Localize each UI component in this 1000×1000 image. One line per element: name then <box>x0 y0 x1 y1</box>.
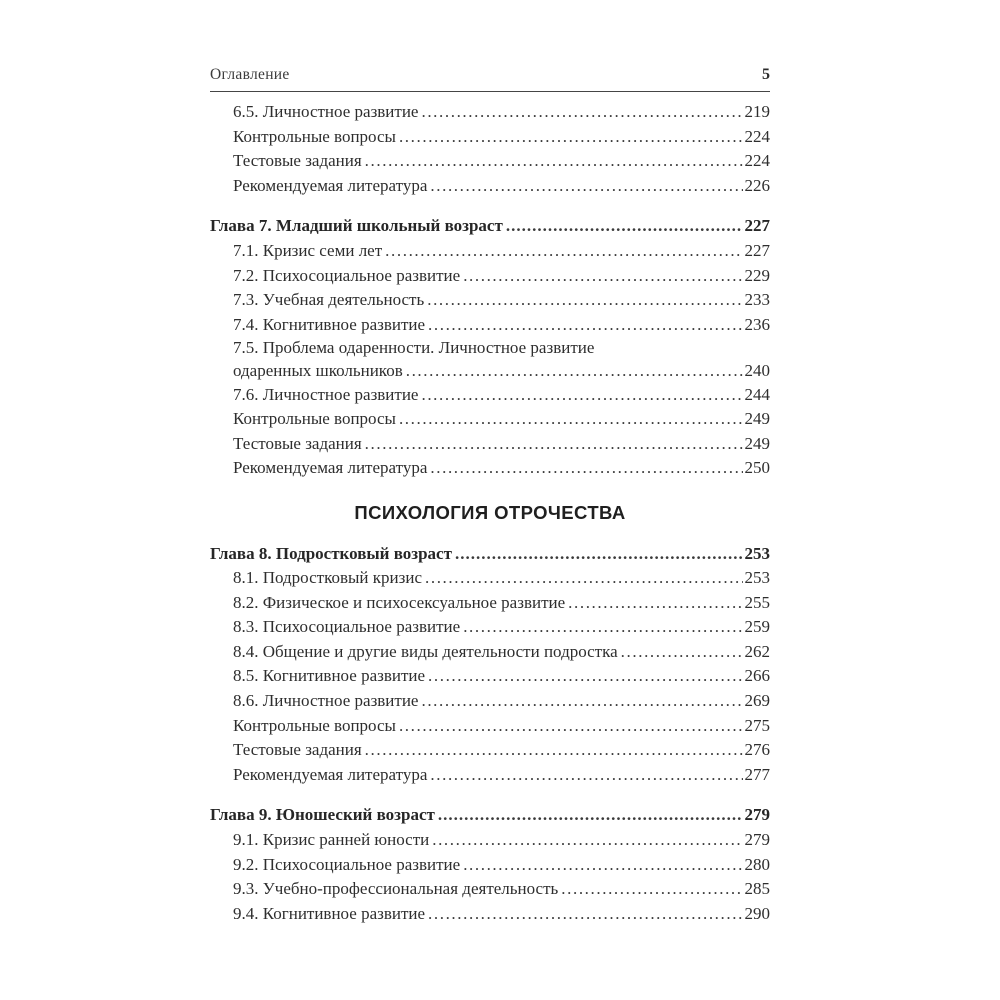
dot-leader <box>399 714 743 739</box>
toc-entry-title: Контрольные вопросы <box>233 409 396 429</box>
dot-leader <box>428 664 742 689</box>
dot-leader <box>421 100 742 125</box>
dot-leader <box>421 383 742 408</box>
toc-entry-page: 277 <box>744 764 770 784</box>
toc-entry-page: 224 <box>744 151 770 171</box>
toc-entry <box>210 853 770 878</box>
toc-entry-page: 253 <box>744 543 770 563</box>
toc-entry-page: 244 <box>744 384 770 404</box>
toc-entry <box>210 432 770 457</box>
toc-chapter-entry <box>210 542 770 567</box>
toc-entry <box>210 591 770 616</box>
toc-entry-page: 227 <box>744 240 770 260</box>
toc-entry <box>210 288 770 313</box>
toc-entry <box>210 407 770 432</box>
dot-leader <box>455 542 743 567</box>
toc-entry-title: Тестовые задания <box>233 433 362 453</box>
toc-entry-title: Глава 7. Младший школьный возраст <box>210 216 503 236</box>
toc-entry-page: 226 <box>744 175 770 195</box>
toc-entry <box>210 877 770 902</box>
toc-entry-page: 250 <box>744 458 770 478</box>
toc-entry <box>210 383 770 408</box>
toc-entry-page: 290 <box>744 903 770 923</box>
toc-entry-title: 9.3. Учебно-профессиональная деятельность <box>233 879 559 899</box>
toc-entry-title: 8.5. Когнитивное развитие <box>233 666 426 686</box>
toc-entry-title: Контрольные вопросы <box>233 126 396 146</box>
section-heading: ПСИХОЛОГИЯ ОТРОЧЕСТВА <box>354 501 626 523</box>
dot-leader <box>385 239 742 264</box>
dot-leader <box>428 313 742 338</box>
toc-entry-title: 8.4. Общение и другие виды деятельности подростка <box>233 641 618 661</box>
toc-entry <box>210 738 770 763</box>
dot-leader <box>365 432 743 457</box>
toc-entry-title: Контрольные вопросы <box>233 715 396 735</box>
toc-entry-page: 279 <box>744 805 770 825</box>
toc-entry-title: Тестовые задания <box>233 740 362 760</box>
toc-entry-title: 9.2. Психосоциальное развитие <box>233 854 461 874</box>
toc-entry <box>210 566 770 591</box>
toc-chapter-entry <box>210 803 770 828</box>
toc-entry-page: 249 <box>744 409 770 429</box>
dot-leader <box>399 125 743 150</box>
toc-entry-page: 236 <box>744 314 770 334</box>
dot-leader <box>406 360 743 383</box>
running-header <box>210 66 770 92</box>
toc-entry <box>210 640 770 665</box>
dot-leader <box>430 763 742 788</box>
dot-leader <box>430 174 742 199</box>
dot-leader <box>432 828 742 853</box>
toc-entry-title: 8.2. Физическое и психосексуальное развитие <box>233 592 566 612</box>
running-header-title: Оглавление <box>210 66 290 83</box>
toc-entry <box>210 615 770 640</box>
toc-entry-title: Тестовые задания <box>233 151 362 171</box>
dot-leader <box>430 456 742 481</box>
toc-entry-page: 285 <box>744 879 770 899</box>
toc-entry-title: Рекомендуемая литература <box>233 458 428 478</box>
toc-entry-title: 8.6. Личностное развитие <box>233 691 419 711</box>
toc-entry-page: 262 <box>744 641 770 661</box>
toc-entry <box>210 714 770 739</box>
toc-entry-title: 8.3. Психосоциальное развитие <box>233 617 461 637</box>
dot-leader <box>506 214 743 239</box>
toc-entry-title: 9.1. Кризис ранней юности <box>233 830 430 850</box>
toc-entry-page: 224 <box>744 126 770 146</box>
toc-entry <box>210 763 770 788</box>
toc-entry <box>210 239 770 264</box>
dot-leader <box>463 264 742 289</box>
toc-page <box>210 66 770 926</box>
toc-entry <box>210 174 770 199</box>
toc-entry <box>210 664 770 689</box>
toc-entry-title: 9.4. Когнитивное развитие <box>233 903 426 923</box>
toc-entry-page: 259 <box>744 617 770 637</box>
dot-leader <box>561 877 742 902</box>
dot-leader <box>438 803 743 828</box>
toc-entry-title: 7.1. Кризис семи лет <box>233 240 383 260</box>
toc-entry-title: Рекомендуемая литература <box>233 764 428 784</box>
dot-leader <box>427 288 742 313</box>
dot-leader <box>428 902 742 927</box>
dot-leader <box>365 149 743 174</box>
dot-leader <box>421 689 742 714</box>
toc-entry <box>210 689 770 714</box>
toc-entry-title: одаренных школьников <box>233 360 403 380</box>
toc-entry <box>210 828 770 853</box>
toc-entry-page: 266 <box>744 666 770 686</box>
toc-entry-title: 7.2. Психосоциальное развитие <box>233 265 461 285</box>
toc-entry-title: 6.5. Личностное развитие <box>233 102 419 121</box>
toc-entry-page: 229 <box>744 265 770 285</box>
toc-entry <box>210 149 770 174</box>
toc-entry-page: 255 <box>744 592 770 612</box>
toc-rows <box>210 100 770 926</box>
dot-leader <box>463 853 742 878</box>
toc-entry-page: 233 <box>744 290 770 310</box>
toc-entry-page: 275 <box>744 715 770 735</box>
toc-entry-page: 219 <box>744 102 770 121</box>
toc-entry-line1 <box>233 337 770 360</box>
toc-entry-title: 7.3. Учебная деятельность <box>233 290 425 310</box>
dot-leader <box>463 615 742 640</box>
toc-entry-page: 249 <box>744 433 770 453</box>
toc-entry <box>210 456 770 481</box>
toc-entry <box>210 125 770 150</box>
toc-entry-page: 269 <box>744 691 770 711</box>
toc-entry-multiline <box>210 337 770 382</box>
toc-entry <box>210 902 770 927</box>
toc-chapter-entry <box>210 214 770 239</box>
toc-entry-title: 8.1. Подростковый кризис <box>233 568 422 588</box>
toc-entry-title: 7.6. Личностное развитие <box>233 384 419 404</box>
toc-entry-title: Глава 9. Юношеский возраст <box>210 805 435 825</box>
dot-leader <box>365 738 743 763</box>
toc-entry-line2 <box>233 360 770 383</box>
dot-leader <box>399 407 743 432</box>
page-number: 5 <box>762 66 770 83</box>
toc-entry <box>210 313 770 338</box>
toc-entry-title: 7.4. Когнитивное развитие <box>233 314 426 334</box>
toc-entry <box>210 264 770 289</box>
dot-leader <box>425 566 743 591</box>
toc-entry-page: 227 <box>744 216 770 236</box>
toc-entry-page: 276 <box>744 740 770 760</box>
toc-entry-title: Глава 8. Подростковый возраст <box>210 543 452 563</box>
toc-entry <box>210 100 770 125</box>
toc-entry-page: 280 <box>744 854 770 874</box>
toc-entry-page: 253 <box>744 568 770 588</box>
dot-leader <box>621 640 743 665</box>
toc-entry-title: Рекомендуемая литература <box>233 175 428 195</box>
toc-entry-title: 7.5. Проблема одаренности. Личностное развитие <box>233 338 595 358</box>
toc-entry-page: 240 <box>744 360 770 380</box>
dot-leader <box>568 591 742 616</box>
toc-entry-page: 279 <box>744 830 770 850</box>
